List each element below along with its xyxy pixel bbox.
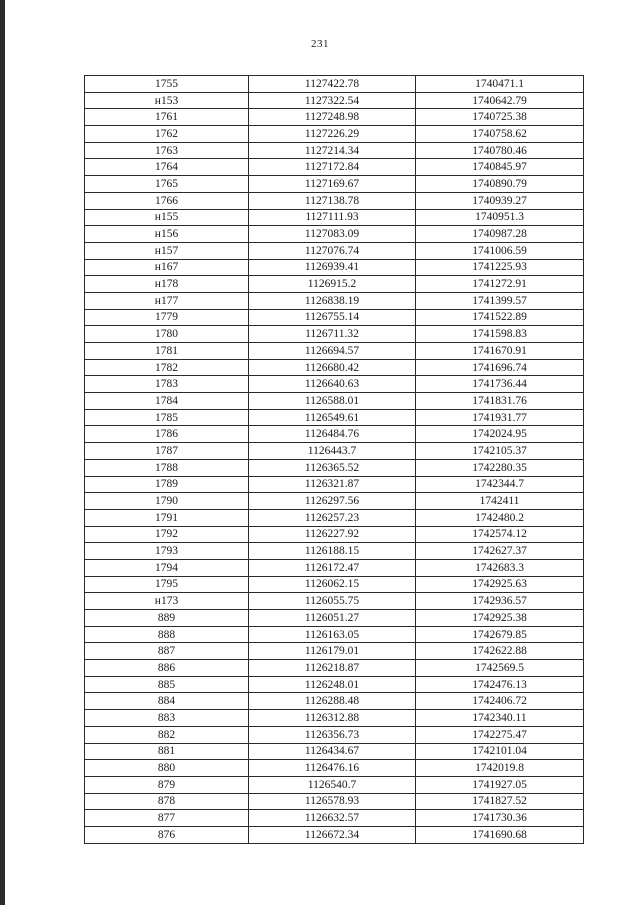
y-coordinate-cell: 1741736.44 xyxy=(416,376,584,393)
y-coordinate-cell: 1740471.1 xyxy=(416,76,584,93)
table-row xyxy=(85,393,584,410)
point-id-cell: 878 xyxy=(85,793,249,810)
y-coordinate-cell: 1741225.93 xyxy=(416,259,584,276)
point-id-cell: 885 xyxy=(85,676,249,693)
point-id-cell: н153 xyxy=(85,92,249,109)
table-row xyxy=(85,509,584,526)
point-id-cell: 1785 xyxy=(85,409,249,426)
point-id-cell: н178 xyxy=(85,276,249,293)
x-coordinate-cell: 1126312.88 xyxy=(249,710,416,727)
y-coordinate-cell: 1740890.79 xyxy=(416,176,584,193)
table-row xyxy=(85,543,584,560)
y-coordinate-cell: 1742024.95 xyxy=(416,426,584,443)
point-id-cell: 1780 xyxy=(85,326,249,343)
y-coordinate-cell: 1742476.13 xyxy=(416,676,584,693)
table-row xyxy=(85,159,584,176)
table-row xyxy=(85,376,584,393)
x-coordinate-cell: 1127172.84 xyxy=(249,159,416,176)
x-coordinate-cell: 1126640.63 xyxy=(249,376,416,393)
point-id-cell: 881 xyxy=(85,743,249,760)
point-id-cell: 1755 xyxy=(85,76,249,93)
y-coordinate-cell: 1742480.2 xyxy=(416,509,584,526)
point-id-cell: 1790 xyxy=(85,493,249,510)
table-row xyxy=(85,810,584,827)
x-coordinate-cell: 1127226.29 xyxy=(249,126,416,143)
table-row xyxy=(85,426,584,443)
point-id-cell: 883 xyxy=(85,710,249,727)
y-coordinate-cell: 1741522.89 xyxy=(416,309,584,326)
x-coordinate-cell: 1127322.54 xyxy=(249,92,416,109)
x-coordinate-cell: 1127248.98 xyxy=(249,109,416,126)
table-row xyxy=(85,292,584,309)
x-coordinate-cell: 1126218.87 xyxy=(249,660,416,677)
y-coordinate-cell: 1741272.91 xyxy=(416,276,584,293)
y-coordinate-cell: 1741931.77 xyxy=(416,409,584,426)
x-coordinate-cell: 1126755.14 xyxy=(249,309,416,326)
y-coordinate-cell: 1740780.46 xyxy=(416,142,584,159)
x-coordinate-cell: 1126257.23 xyxy=(249,509,416,526)
point-id-cell: н155 xyxy=(85,209,249,226)
table-row xyxy=(85,209,584,226)
point-id-cell: 1779 xyxy=(85,309,249,326)
y-coordinate-cell: 1742925.38 xyxy=(416,610,584,627)
x-coordinate-cell: 1126476.16 xyxy=(249,760,416,777)
x-coordinate-cell: 1127111.93 xyxy=(249,209,416,226)
y-coordinate-cell: 1742105.37 xyxy=(416,443,584,460)
y-coordinate-cell: 1740725.38 xyxy=(416,109,584,126)
x-coordinate-cell: 1126288.48 xyxy=(249,693,416,710)
y-coordinate-cell: 1742569.5 xyxy=(416,660,584,677)
x-coordinate-cell: 1126484.76 xyxy=(249,426,416,443)
point-id-cell: 886 xyxy=(85,660,249,677)
x-coordinate-cell: 1126578.93 xyxy=(249,793,416,810)
point-id-cell: н173 xyxy=(85,593,249,610)
x-coordinate-cell: 1126356.73 xyxy=(249,726,416,743)
table-body xyxy=(85,76,584,844)
x-coordinate-cell: 1126838.19 xyxy=(249,292,416,309)
y-coordinate-cell: 1742340.11 xyxy=(416,710,584,727)
y-coordinate-cell: 1742275.47 xyxy=(416,726,584,743)
point-id-cell: 882 xyxy=(85,726,249,743)
point-id-cell: 876 xyxy=(85,826,249,843)
point-id-cell: 1786 xyxy=(85,426,249,443)
y-coordinate-cell: 1741927.05 xyxy=(416,776,584,793)
y-coordinate-cell: 1741831.76 xyxy=(416,393,584,410)
x-coordinate-cell: 1126443.7 xyxy=(249,443,416,460)
table-row xyxy=(85,493,584,510)
point-id-cell: 1792 xyxy=(85,526,249,543)
table-row xyxy=(85,776,584,793)
y-coordinate-cell: 1741696.74 xyxy=(416,359,584,376)
y-coordinate-cell: 1740987.28 xyxy=(416,226,584,243)
x-coordinate-cell: 1126365.52 xyxy=(249,459,416,476)
point-id-cell: 1791 xyxy=(85,509,249,526)
y-coordinate-cell: 1740845.97 xyxy=(416,159,584,176)
y-coordinate-cell: 1742344.7 xyxy=(416,476,584,493)
table-row xyxy=(85,176,584,193)
x-coordinate-cell: 1126321.87 xyxy=(249,476,416,493)
y-coordinate-cell: 1742280.35 xyxy=(416,459,584,476)
point-id-cell: 1787 xyxy=(85,443,249,460)
y-coordinate-cell: 1741827.52 xyxy=(416,793,584,810)
table-row xyxy=(85,743,584,760)
point-id-cell: 879 xyxy=(85,776,249,793)
y-coordinate-cell: 1740939.27 xyxy=(416,192,584,209)
x-coordinate-cell: 1127422.78 xyxy=(249,76,416,93)
table-row xyxy=(85,610,584,627)
table-row xyxy=(85,593,584,610)
table-row xyxy=(85,126,584,143)
x-coordinate-cell: 1126188.15 xyxy=(249,543,416,560)
point-id-cell: 1762 xyxy=(85,126,249,143)
point-id-cell: 1761 xyxy=(85,109,249,126)
table-row xyxy=(85,660,584,677)
point-id-cell: н156 xyxy=(85,226,249,243)
table-row xyxy=(85,242,584,259)
x-coordinate-cell: 1127083.09 xyxy=(249,226,416,243)
x-coordinate-cell: 1127076.74 xyxy=(249,242,416,259)
x-coordinate-cell: 1126549.61 xyxy=(249,409,416,426)
x-coordinate-cell: 1126172.47 xyxy=(249,559,416,576)
x-coordinate-cell: 1126588.01 xyxy=(249,393,416,410)
x-coordinate-cell: 1126297.56 xyxy=(249,493,416,510)
table-row xyxy=(85,443,584,460)
y-coordinate-cell: 1740758.62 xyxy=(416,126,584,143)
x-coordinate-cell: 1126163.05 xyxy=(249,626,416,643)
point-id-cell: 1793 xyxy=(85,543,249,560)
table-row xyxy=(85,276,584,293)
point-id-cell: 1782 xyxy=(85,359,249,376)
table-row xyxy=(85,343,584,360)
y-coordinate-cell: 1742627.37 xyxy=(416,543,584,560)
point-id-cell: 880 xyxy=(85,760,249,777)
x-coordinate-cell: 1126680.42 xyxy=(249,359,416,376)
coordinates-table xyxy=(84,75,584,844)
point-id-cell: 889 xyxy=(85,610,249,627)
table-row xyxy=(85,643,584,660)
x-coordinate-cell: 1126062.15 xyxy=(249,576,416,593)
table-row xyxy=(85,259,584,276)
table-row xyxy=(85,359,584,376)
y-coordinate-cell: 1742622.88 xyxy=(416,643,584,660)
table-row xyxy=(85,142,584,159)
table-row xyxy=(85,92,584,109)
table-row xyxy=(85,476,584,493)
x-coordinate-cell: 1126672.34 xyxy=(249,826,416,843)
point-id-cell: 1764 xyxy=(85,159,249,176)
point-id-cell: 1763 xyxy=(85,142,249,159)
point-id-cell: 888 xyxy=(85,626,249,643)
point-id-cell: 1781 xyxy=(85,343,249,360)
y-coordinate-cell: 1742936.57 xyxy=(416,593,584,610)
point-id-cell: 1789 xyxy=(85,476,249,493)
y-coordinate-cell: 1742411 xyxy=(416,493,584,510)
point-id-cell: 1783 xyxy=(85,376,249,393)
point-id-cell: 1766 xyxy=(85,192,249,209)
table-row xyxy=(85,693,584,710)
y-coordinate-cell: 1741598.83 xyxy=(416,326,584,343)
point-id-cell: н167 xyxy=(85,259,249,276)
table-row xyxy=(85,710,584,727)
point-id-cell: 1788 xyxy=(85,459,249,476)
y-coordinate-cell: 1742019.8 xyxy=(416,760,584,777)
point-id-cell: 1794 xyxy=(85,559,249,576)
x-coordinate-cell: 1126915.2 xyxy=(249,276,416,293)
y-coordinate-cell: 1740642.79 xyxy=(416,92,584,109)
table-row xyxy=(85,226,584,243)
x-coordinate-cell: 1127214.34 xyxy=(249,142,416,159)
table-row xyxy=(85,760,584,777)
x-coordinate-cell: 1126632.57 xyxy=(249,810,416,827)
x-coordinate-cell: 1126434.67 xyxy=(249,743,416,760)
point-id-cell: н177 xyxy=(85,292,249,309)
table-row xyxy=(85,526,584,543)
y-coordinate-cell: 1742101.04 xyxy=(416,743,584,760)
y-coordinate-cell: 1740951.3 xyxy=(416,209,584,226)
x-coordinate-cell: 1126051.27 xyxy=(249,610,416,627)
y-coordinate-cell: 1742574.12 xyxy=(416,526,584,543)
x-coordinate-cell: 1126694.57 xyxy=(249,343,416,360)
table-row xyxy=(85,409,584,426)
table-row xyxy=(85,826,584,843)
point-id-cell: 1795 xyxy=(85,576,249,593)
x-coordinate-cell: 1127138.78 xyxy=(249,192,416,209)
x-coordinate-cell: 1126179.01 xyxy=(249,643,416,660)
y-coordinate-cell: 1741730.36 xyxy=(416,810,584,827)
y-coordinate-cell: 1741690.68 xyxy=(416,826,584,843)
table-row xyxy=(85,109,584,126)
table-row xyxy=(85,559,584,576)
y-coordinate-cell: 1741670.91 xyxy=(416,343,584,360)
x-coordinate-cell: 1126055.75 xyxy=(249,593,416,610)
table-row xyxy=(85,76,584,93)
point-id-cell: 877 xyxy=(85,810,249,827)
page-number: 231 xyxy=(311,38,329,50)
x-coordinate-cell: 1126248.01 xyxy=(249,676,416,693)
y-coordinate-cell: 1741399.57 xyxy=(416,292,584,309)
table-row xyxy=(85,793,584,810)
point-id-cell: н157 xyxy=(85,242,249,259)
table-row xyxy=(85,726,584,743)
table-row xyxy=(85,326,584,343)
table-row xyxy=(85,459,584,476)
x-coordinate-cell: 1126540.7 xyxy=(249,776,416,793)
table-row xyxy=(85,626,584,643)
table-row xyxy=(85,309,584,326)
point-id-cell: 1784 xyxy=(85,393,249,410)
x-coordinate-cell: 1126939.41 xyxy=(249,259,416,276)
x-coordinate-cell: 1126227.92 xyxy=(249,526,416,543)
y-coordinate-cell: 1742683.3 xyxy=(416,559,584,576)
point-id-cell: 884 xyxy=(85,693,249,710)
point-id-cell: 887 xyxy=(85,643,249,660)
y-coordinate-cell: 1741006.59 xyxy=(416,242,584,259)
table-row xyxy=(85,576,584,593)
point-id-cell: 1765 xyxy=(85,176,249,193)
scan-edge-shadow xyxy=(0,0,5,905)
y-coordinate-cell: 1742679.85 xyxy=(416,626,584,643)
y-coordinate-cell: 1742406.72 xyxy=(416,693,584,710)
x-coordinate-cell: 1127169.67 xyxy=(249,176,416,193)
x-coordinate-cell: 1126711.32 xyxy=(249,326,416,343)
y-coordinate-cell: 1742925.63 xyxy=(416,576,584,593)
table-row xyxy=(85,676,584,693)
table-row xyxy=(85,192,584,209)
